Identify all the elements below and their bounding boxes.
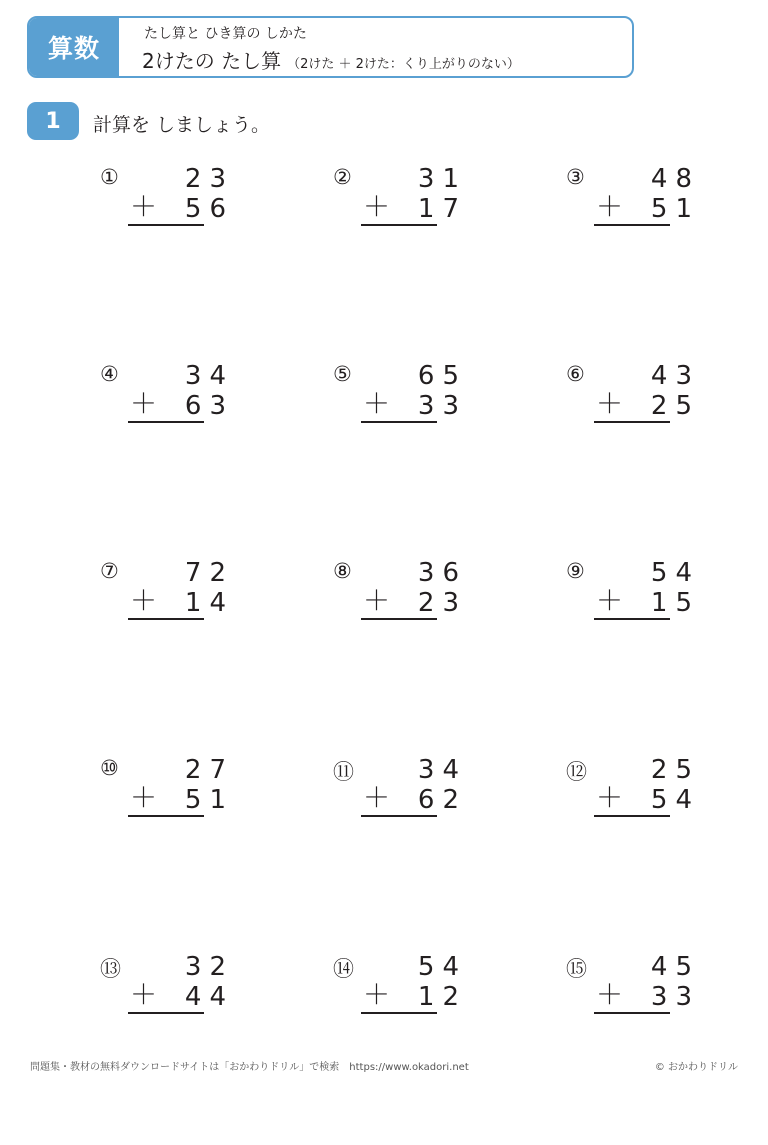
plus-sign: ＋ — [596, 389, 623, 420]
problem-number: ⑨ — [566, 559, 585, 583]
addend-bottom: 51 — [184, 785, 234, 815]
addend-bottom: 62 — [417, 785, 467, 815]
plus-sign: ＋ — [363, 192, 390, 223]
problem-6 — [554, 357, 768, 554]
addend-top: 36 — [417, 558, 467, 588]
answer-line — [361, 224, 437, 226]
answer-line — [594, 421, 670, 423]
plus-sign: ＋ — [363, 783, 390, 814]
answer-line — [361, 618, 437, 620]
answer-line — [361, 421, 437, 423]
worksheet-header — [27, 16, 634, 78]
problem-8 — [321, 554, 554, 751]
addend-bottom: 17 — [417, 194, 467, 224]
plus-sign: ＋ — [130, 980, 157, 1011]
worksheet-title: 2けたの たし算 — [142, 49, 282, 73]
problem-9 — [554, 554, 768, 751]
addend-top: 25 — [650, 755, 700, 785]
addend-top: 54 — [417, 952, 467, 982]
section-number-badge: 1 — [27, 102, 79, 140]
addend-bottom: 25 — [650, 391, 700, 421]
addend-top: 27 — [184, 755, 234, 785]
problem-grid — [88, 160, 700, 1030]
problem-4 — [88, 357, 321, 554]
problem-number: ⑭ — [333, 957, 354, 981]
problem-number: ⑦ — [100, 559, 119, 583]
plus-sign: ＋ — [363, 389, 390, 420]
problem-3 — [554, 160, 768, 357]
addend-bottom: 44 — [184, 982, 234, 1012]
answer-line — [128, 224, 204, 226]
problem-5 — [321, 357, 554, 554]
plus-sign: ＋ — [363, 586, 390, 617]
problem-12 — [554, 751, 768, 948]
plus-sign: ＋ — [596, 192, 623, 223]
plus-sign: ＋ — [596, 783, 623, 814]
addend-bottom: 63 — [184, 391, 234, 421]
problem-number: ⑧ — [333, 559, 352, 583]
problem-13 — [88, 948, 321, 1145]
problem-number: ⑥ — [566, 362, 585, 386]
answer-line — [128, 618, 204, 620]
addend-top: 34 — [417, 755, 467, 785]
problem-10 — [88, 751, 321, 948]
addend-top: 31 — [417, 164, 467, 194]
plus-sign: ＋ — [363, 980, 390, 1011]
addend-top: 48 — [650, 164, 700, 194]
addend-bottom: 33 — [650, 982, 700, 1012]
problem-number: ② — [333, 165, 352, 189]
problem-number: ⑩ — [100, 756, 119, 780]
subject-badge: 算数 — [29, 18, 119, 76]
plus-sign: ＋ — [130, 586, 157, 617]
addend-bottom: 33 — [417, 391, 467, 421]
problem-number: ① — [100, 165, 119, 189]
plus-sign: ＋ — [596, 586, 623, 617]
footer-site-note: 問題集・教材の無料ダウンロードサイトは「おかわりドリル」で検索 https://www.okadori.net — [30, 1062, 469, 1073]
answer-line — [594, 1012, 670, 1014]
answer-line — [128, 1012, 204, 1014]
answer-line — [361, 1012, 437, 1014]
plus-sign: ＋ — [596, 980, 623, 1011]
worksheet-subtitle: たし算と ひき算の しかた — [144, 26, 307, 42]
answer-line — [594, 224, 670, 226]
addend-top: 65 — [417, 361, 467, 391]
addend-bottom: 15 — [650, 588, 700, 618]
addend-top: 32 — [184, 952, 234, 982]
problem-14 — [321, 948, 554, 1145]
addend-bottom: 56 — [184, 194, 234, 224]
instruction-text: 計算を しましょう。 — [93, 114, 271, 136]
plus-sign: ＋ — [130, 192, 157, 223]
addend-bottom: 12 — [417, 982, 467, 1012]
worksheet-title-line — [142, 45, 520, 74]
problem-7 — [88, 554, 321, 751]
addend-bottom: 23 — [417, 588, 467, 618]
answer-line — [128, 421, 204, 423]
problem-1 — [88, 160, 321, 357]
problem-number: ⑤ — [333, 362, 352, 386]
addend-top: 23 — [184, 164, 234, 194]
footer-copyright: © おかわりドリル — [654, 1062, 738, 1073]
problem-11 — [321, 751, 554, 948]
worksheet-note: （2けた ＋ 2けた：くり上がりのない） — [287, 57, 520, 72]
answer-line — [594, 618, 670, 620]
problem-number: ⑬ — [100, 957, 121, 981]
plus-sign: ＋ — [130, 389, 157, 420]
answer-line — [594, 815, 670, 817]
problem-number: ③ — [566, 165, 585, 189]
addend-bottom: 51 — [650, 194, 700, 224]
answer-line — [361, 815, 437, 817]
addend-bottom: 54 — [650, 785, 700, 815]
addend-bottom: 14 — [184, 588, 234, 618]
addend-top: 43 — [650, 361, 700, 391]
problem-15 — [554, 948, 768, 1145]
addend-top: 45 — [650, 952, 700, 982]
problem-number: ④ — [100, 362, 119, 386]
plus-sign: ＋ — [130, 783, 157, 814]
addend-top: 72 — [184, 558, 234, 588]
addend-top: 54 — [650, 558, 700, 588]
problem-number: ⑫ — [566, 760, 587, 784]
problem-number: ⑮ — [566, 957, 587, 981]
addend-top: 34 — [184, 361, 234, 391]
problem-2 — [321, 160, 554, 357]
answer-line — [128, 815, 204, 817]
problem-number: ⑪ — [333, 760, 354, 784]
